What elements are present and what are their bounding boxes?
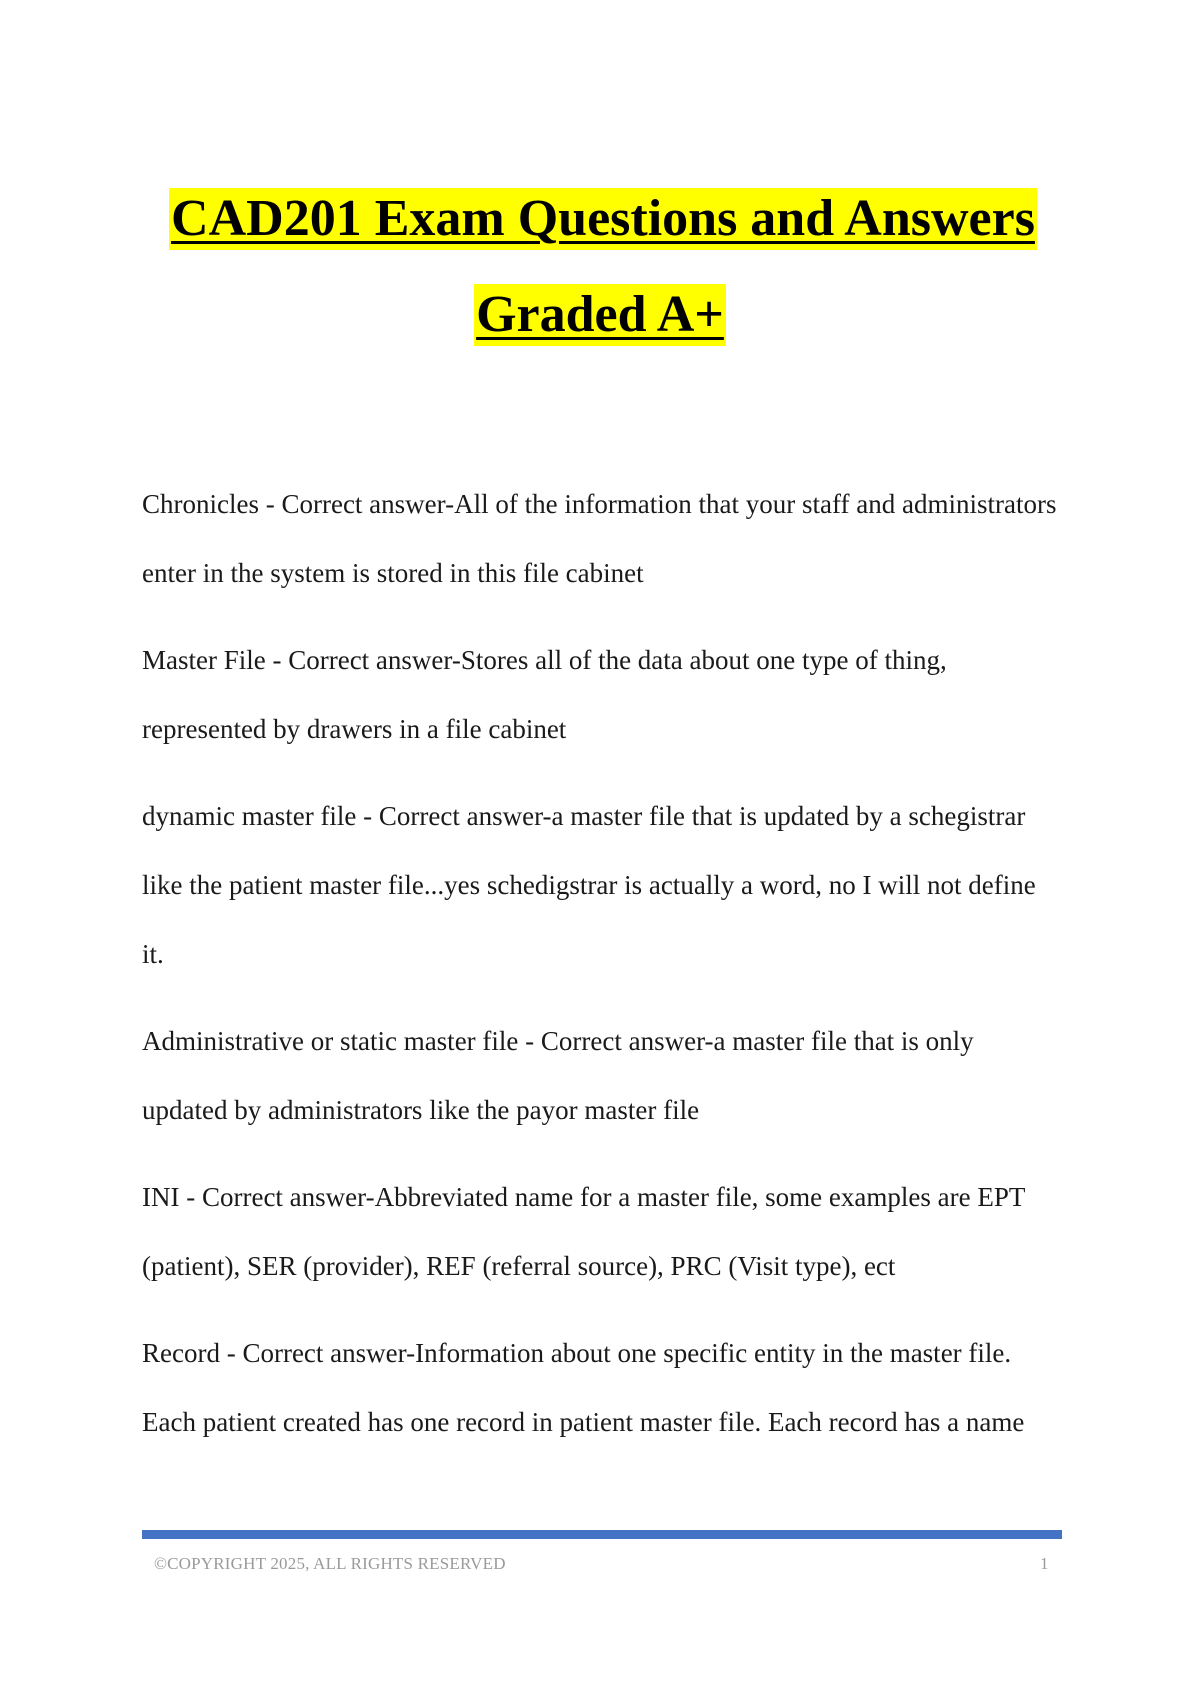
footer-divider bbox=[142, 1530, 1062, 1539]
qa-list bbox=[142, 470, 1062, 1475]
title-line-1: CAD201 Exam Questions and Answers bbox=[169, 188, 1037, 250]
qa-entry-master-file: Master File - Correct answer-Stores all of the data about one type of thing, represented by drawers in a file cabinet bbox=[142, 645, 947, 744]
title-line-2: Graded A+ bbox=[474, 284, 726, 346]
footer-page-number: 1 bbox=[1040, 1554, 1049, 1573]
document-title bbox=[0, 188, 1200, 346]
qa-entry-dynamic-master-file: dynamic master file - Correct answer-a master file that is updated by a schegistrar like the patient master file...yes schedigstrar is actually a word, no I will not define it. bbox=[142, 801, 1036, 969]
qa-entry-chronicles: Chronicles - Correct answer-All of the information that your staff and administrators enter in the system is stored in this file cabinet bbox=[142, 489, 1057, 588]
qa-entry-ini: INI - Correct answer-Abbreviated name for a master file, some examples are EPT (patient), SER (provider), REF (referral source), PRC (Visit type), ect bbox=[142, 1182, 1025, 1281]
qa-entry-administrative-master-file: Administrative or static master file - Correct answer-a master file that is only updated by administrators like the payor master file bbox=[142, 1026, 974, 1125]
footer-copyright: ©COPYRIGHT 2025, ALL RIGHTS RESERVED bbox=[154, 1554, 506, 1573]
qa-entry-record: Record - Correct answer-Information about one specific entity in the master file. Each patient created has one record in patient master file. Each record has a name bbox=[142, 1338, 1025, 1437]
